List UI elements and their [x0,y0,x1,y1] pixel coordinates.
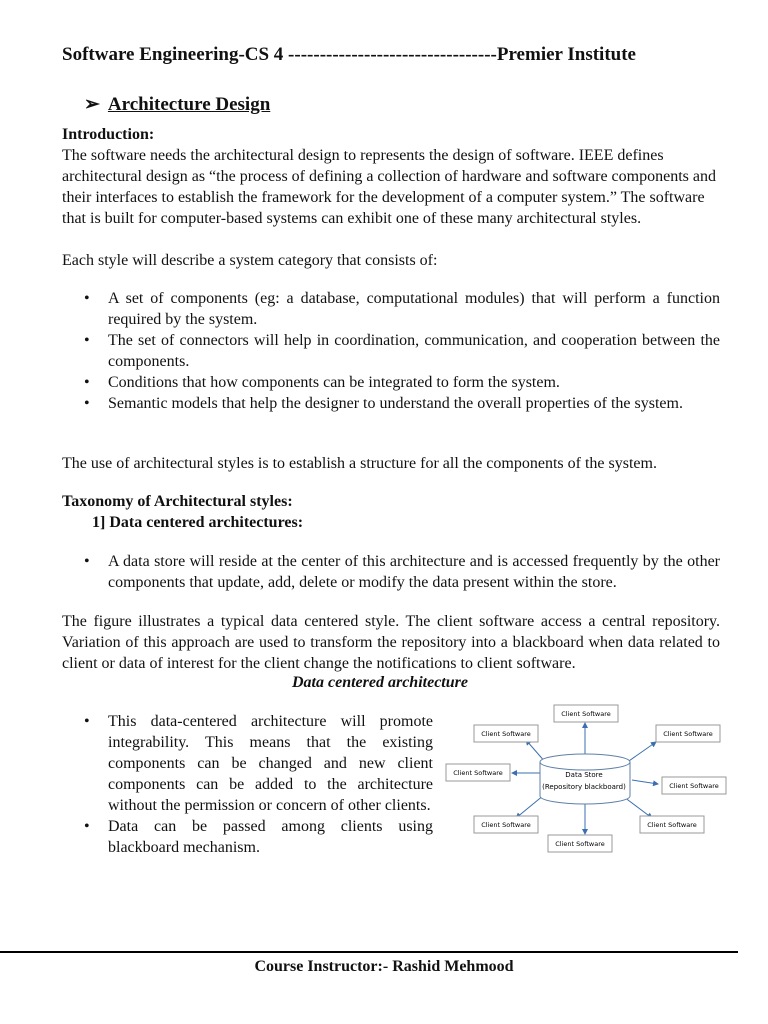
svg-text:Client Software: Client Software [663,730,713,738]
figure-caption: Data centered architecture [292,674,468,691]
bullet-icon: • [84,553,90,570]
footer-divider [0,951,738,953]
svg-text:Client Software: Client Software [481,821,531,829]
data-centered-diagram [444,700,734,860]
page-footer: Course Instructor:- Rashid Mehmood [254,958,514,975]
data-store-cylinder [540,754,630,804]
svg-text:Client Software: Client Software [647,821,697,829]
list-item: • The set of connectors will help in coordination, communication, and cooperation between the components. [84,332,720,370]
client-box-top [554,705,618,722]
client-box-left [446,764,510,781]
data-store-list [84,551,720,593]
intro-paragraph: The software needs the architectural design to represents the design of software. IEEE defines architectural design as “the process of defining a collection of hardware and software components and their interfaces to establish the framework for the development of a computer system.” The software that is built for computer-based systems can exhibit one of these many architectural styles. [62,147,716,227]
list-item: • A data store will reside at the center of this architecture and is accessed frequently by the other components that update, add, delete or modify the data present within the store. [84,553,720,591]
svg-text:Client Software: Client Software [561,710,611,718]
bullet-icon: • [84,395,90,412]
svg-text:Client Software: Client Software [669,782,719,790]
client-box-bottom-left [474,816,538,833]
arrow-bullet-icon: ➢ [84,94,100,115]
taxonomy-subheading: 1] Data centered architectures: [92,514,304,531]
client-box-top-left [474,725,538,742]
list-item: • Conditions that how components can be integrated to form the system. [84,374,560,391]
intro-heading: Introduction: [62,126,155,143]
client-box-bottom [548,835,612,852]
bullet-icon: • [84,713,90,730]
integrability-list [84,711,433,858]
bullet-icon: • [84,374,90,391]
data-store-sublabel: (Repository blackboard) [542,783,626,791]
list-item: • A set of components (eg: a database, computational modules) that will perform a function required by the system. [84,290,720,328]
svg-text:Client Software: Client Software [555,840,605,848]
figure-paragraph: The figure illustrates a typical data centered style. The client software access a central repository. Variation of this approach are used to transform the repository into a blackboard when data related to client or data of interest for the client change the notifications to client software. [62,613,720,672]
client-box-top-right [656,725,720,742]
svg-text:Client Software: Client Software [481,730,531,738]
section-title [84,93,270,116]
data-store-label: Data Store [565,771,603,779]
svg-text:Client Software: Client Software [453,769,503,777]
bullet-icon: • [84,818,90,835]
section-title-text: Architecture Design [107,94,271,115]
bullet-icon: • [84,332,90,349]
component-list [84,288,720,414]
client-box-right [662,777,726,794]
list-item: • Data can be passed among clients using blackboard mechanism. [84,818,433,856]
list-item: • Semantic models that help the designer to understand the overall properties of the system. [84,395,683,412]
bullet-icon: • [84,290,90,307]
client-box-bottom-right [640,816,704,833]
intro-lead: Each style will describe a system category that consists of: [62,252,438,269]
page-header: Software Engineering-CS 4 ---------------------------------Premier Institute [62,44,636,65]
intro-closing: The use of architectural styles is to establish a structure for all the components of the system. [62,455,657,472]
list-item: • This data-centered architecture will promote integrability. This means that the existing components can be changed and new client components can be added to the architecture without the permission or concern of other clients. [84,713,433,814]
taxonomy-heading: Taxonomy of Architectural styles: [62,493,293,510]
